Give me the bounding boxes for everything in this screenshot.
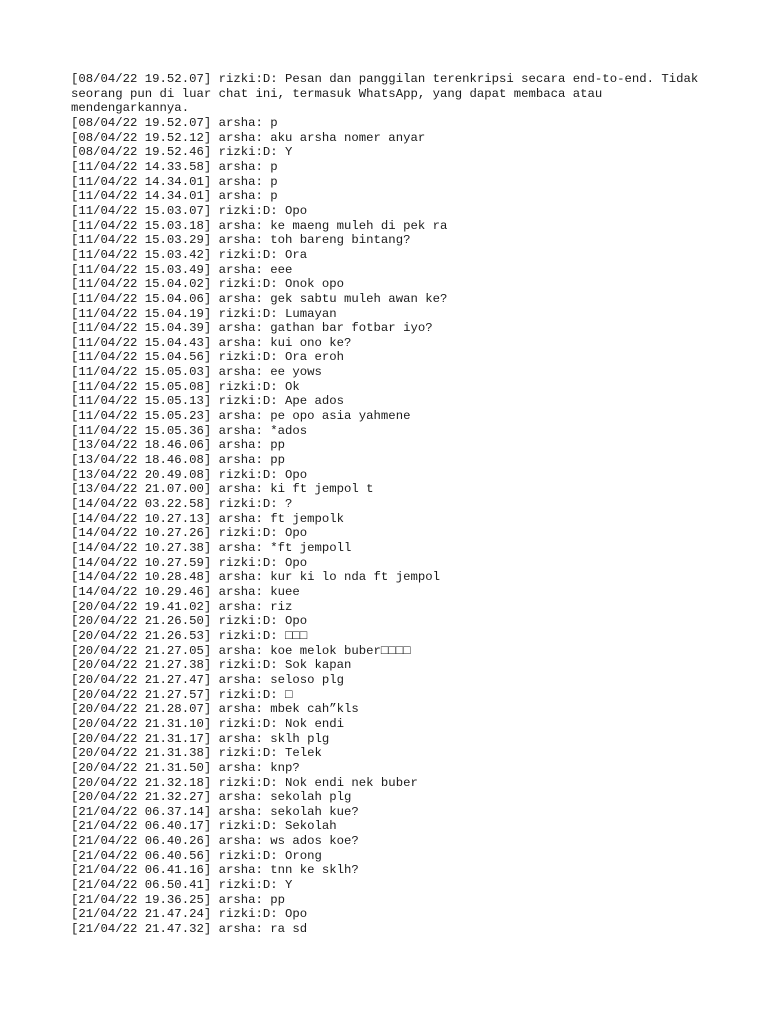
chat-message-line: [14/04/22 10.27.59] rizki:D: Opo [71, 555, 308, 570]
chat-message-line: [11/04/22 15.03.49] arsha: eee [71, 262, 293, 277]
chat-message-line: [11/04/22 15.05.23] arsha: pe opo asia yahmene [71, 409, 411, 424]
chat-message-line: [11/04/22 15.05.36] arsha: *ados [71, 423, 308, 438]
chat-message-line: [14/04/22 10.28.48] arsha: kur ki lo nda ft jempol [71, 570, 440, 585]
chat-message-line: [14/04/22 10.27.26] rizki:D: Opo [71, 526, 308, 541]
chat-message-line: [11/04/22 15.03.29] arsha: toh bareng bintang? [71, 233, 411, 248]
chat-message-line: [20/04/22 21.31.50] arsha: knp? [71, 760, 300, 775]
chat-message-line: [11/04/22 15.04.43] arsha: kui ono ke? [71, 335, 352, 350]
chat-export-document [71, 72, 706, 937]
chat-message-line: [13/04/22 20.49.08] rizki:D: Opo [71, 467, 308, 482]
chat-message-line: [21/04/22 06.41.16] arsha: tnn ke sklh? [71, 863, 359, 878]
chat-message-line: [20/04/22 21.31.17] arsha: sklh plg [71, 731, 330, 746]
chat-message-line: [20/04/22 21.32.18] rizki:D: Nok endi nek buber [71, 775, 418, 790]
chat-message-line: [20/04/22 21.31.38] rizki:D: Telek [71, 746, 322, 761]
encryption-notice-line: [08/04/22 19.52.07] rizki:D: Pesan dan panggilan terenkripsi secara end-to-end. Tidak seorang pun di luar chat ini, termasuk WhatsApp, yang dapat membaca atau mendengarkannya. [71, 72, 706, 116]
chat-message-line: [08/04/22 19.52.46] rizki:D: Y [71, 145, 293, 160]
chat-message-line: [14/04/22 10.27.13] arsha: ft jempolk [71, 511, 345, 526]
chat-message-line: [20/04/22 21.27.05] arsha: koe melok buber□□□□ [71, 643, 411, 658]
chat-message-line: [13/04/22 18.46.08] arsha: pp [71, 453, 286, 468]
chat-message-line: [13/04/22 18.46.06] arsha: pp [71, 438, 286, 453]
chat-message-line: [11/04/22 15.04.56] rizki:D: Ora eroh [71, 350, 345, 365]
chat-message-line: [11/04/22 14.33.58] arsha: p [71, 159, 278, 174]
chat-message-line: [20/04/22 21.27.57] rizki:D: □ [71, 687, 293, 702]
chat-message-line: [14/04/22 10.27.38] arsha: *ft jempoll [71, 541, 352, 555]
chat-message-line: [20/04/22 19.41.02] arsha: riz [71, 599, 293, 614]
chat-message-line: [11/04/22 15.03.18] arsha: ke maeng muleh di pek ra [71, 218, 448, 233]
chat-message-line: [11/04/22 15.05.03] arsha: ee yows [71, 365, 322, 380]
chat-message-line: [13/04/22 21.07.00] arsha: ki ft jempol t [71, 482, 374, 497]
chat-message-line: [21/04/22 06.40.56] rizki:D: Orong [71, 848, 322, 863]
chat-message-line: [11/04/22 15.03.07] rizki:D: Opo [71, 203, 308, 218]
chat-message-line: [21/04/22 06.40.26] arsha: ws ados koe? [71, 834, 359, 849]
chat-message-line: [20/04/22 21.26.53] rizki:D: □□□ [71, 628, 308, 643]
chat-message-line: [14/04/22 10.29.46] arsha: kuee [71, 584, 300, 599]
chat-message-line: [11/04/22 15.03.42] rizki:D: Ora [71, 247, 308, 262]
chat-message-line: [21/04/22 06.37.14] arsha: sekolah kue? [71, 804, 359, 819]
chat-message-line: [20/04/22 21.27.47] arsha: seloso plg [71, 672, 345, 687]
chat-message-line: [20/04/22 21.26.50] rizki:D: Opo [71, 614, 308, 629]
chat-message-line: [11/04/22 15.05.13] rizki:D: Ape ados [71, 394, 345, 409]
chat-message-line: [11/04/22 15.05.08] rizki:D: Ok [71, 379, 300, 394]
chat-message-line: [21/04/22 06.40.17] rizki:D: Sekolah [71, 819, 337, 834]
chat-message-line: [08/04/22 19.52.07] arsha: p [71, 115, 278, 130]
chat-message-line: [21/04/22 21.47.32] arsha: ra sd [71, 922, 308, 937]
chat-message-line: [11/04/22 15.04.06] arsha: gek sabtu muleh awan ke? [71, 291, 448, 306]
chat-message-line: [14/04/22 03.22.58] rizki:D: ? [71, 497, 293, 512]
chat-message-line: [20/04/22 21.32.27] arsha: sekolah plg [71, 790, 352, 805]
chat-message-line: [20/04/22 21.28.07] arsha: mbek cah”kls [71, 702, 359, 717]
chat-message-line: [11/04/22 14.34.01] arsha: p [71, 189, 278, 204]
chat-message-line: [08/04/22 19.52.12] arsha: aku arsha nomer anyar [71, 130, 426, 145]
chat-message-line: [11/04/22 15.04.39] arsha: gathan bar fotbar iyo? [71, 321, 433, 336]
chat-message-line: [11/04/22 15.04.19] rizki:D: Lumayan [71, 306, 337, 321]
chat-message-line: [21/04/22 21.47.24] rizki:D: Opo [71, 907, 308, 922]
chat-message-line: [20/04/22 21.27.38] rizki:D: Sok kapan [71, 658, 352, 673]
chat-message-line: [11/04/22 15.04.02] rizki:D: Onok opo [71, 277, 345, 292]
chat-message-line: [11/04/22 14.34.01] arsha: p [71, 174, 278, 189]
chat-message-line: [20/04/22 21.31.10] rizki:D: Nok endi [71, 716, 345, 731]
chat-message-line: [21/04/22 06.50.41] rizki:D: Y [71, 878, 293, 893]
chat-message-line: [21/04/22 19.36.25] arsha: pp [71, 892, 286, 907]
chat-message-list [71, 116, 701, 937]
